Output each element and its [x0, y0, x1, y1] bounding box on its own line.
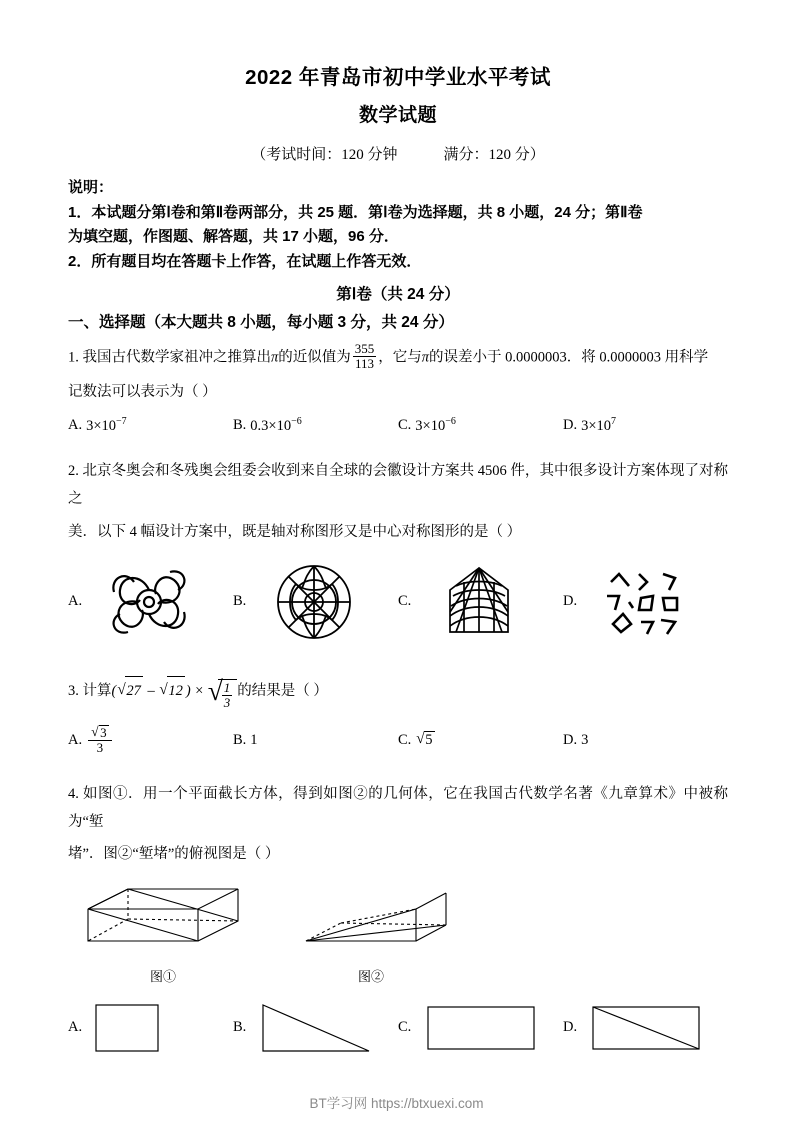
- question-1-options: [68, 416, 728, 435]
- question-2-line-2: 美．以下 4 幅设计方案中，既是轴对称图形又是中心对称图形的是（ ）: [68, 523, 522, 540]
- instructions-label: 说明：: [68, 179, 114, 196]
- right-triangle-view-icon: [257, 999, 377, 1057]
- question-2-option-d[interactable]: D.: [563, 552, 728, 652]
- page-subject-title: 数学试题: [358, 105, 437, 126]
- question-4-line-1: 如图①．用一个平面截长方体，得到如图②的几何体，它在我国古代数学名著《九章算术》中被称为“堑: [68, 785, 729, 830]
- question-4-option-d[interactable]: D.: [563, 999, 728, 1057]
- question-3-expression: ( √ 27 – √ 12 ) × √ $\frac{1}{3}$: [112, 683, 238, 699]
- instruction-1-line-2: 为填空题，作图题、解答题，共 17 小题，96 分．: [68, 228, 399, 246]
- figure-1-caption: 图①: [149, 968, 176, 984]
- question-1-pi2: π: [421, 349, 430, 366]
- page-content: [68, 60, 728, 1057]
- web-fan-emblem-icon: [420, 552, 538, 652]
- question-1-line-2: 记数法可以表示为（ ）: [68, 383, 217, 400]
- exam-score: 满分：120 分）: [443, 147, 545, 163]
- exam-time: （考试时间：120 分钟: [251, 147, 398, 163]
- question-4-line-2: 堵”．图②“堑堵”的俯视图是（ ）: [68, 846, 280, 863]
- radial-snowflake-emblem-icon: [255, 552, 373, 652]
- rectangle-view-icon: [422, 999, 542, 1057]
- question-1-pi: π: [271, 349, 279, 366]
- question-1-text-d: 的误差小于 0.0000003．将 0.0000003 用科学: [429, 349, 709, 366]
- question-3-text-a: 计算: [82, 682, 112, 699]
- question-2-options: [68, 552, 728, 652]
- question-4: [68, 780, 728, 869]
- option-b-value: $0.3\times 10^{-6}$: [250, 416, 302, 435]
- option-c-value: $3\times 10^{-6}$: [415, 416, 456, 435]
- cuboid-cut-figure-icon: [78, 879, 248, 959]
- question-1-number: 1.: [68, 349, 79, 366]
- question-3-number: 3.: [68, 682, 79, 699]
- question-4-option-b[interactable]: B.: [233, 999, 398, 1057]
- question-1-option-d[interactable]: D. $3\times 10^7$: [563, 416, 617, 435]
- question-1-option-b[interactable]: B. $0.3\times 10^{-6}$: [233, 416, 302, 435]
- question-4-figures: [68, 879, 728, 985]
- option-a-value: $3\times 10^{-7}$: [86, 416, 127, 435]
- question-1-option-a[interactable]: A. $3\times 10^{-7}$: [68, 416, 127, 435]
- question-4-number: 4.: [68, 785, 79, 802]
- question-1-text-a: 我国古代数学家祖冲之推算出: [82, 349, 271, 366]
- square-view-icon: [92, 999, 172, 1057]
- question-2-line-1: 北京冬奥会和冬残奥会组委会收到来自全球的会徽设计方案共 4506 件，其中很多设计方案体现了对称之: [68, 463, 729, 508]
- question-2-option-c[interactable]: C.: [398, 552, 563, 652]
- angular-strokes-emblem-icon: [585, 552, 703, 652]
- figure-2-caption: 图②: [357, 968, 384, 984]
- exam-info: [68, 143, 728, 164]
- question-2-option-a[interactable]: A.: [68, 552, 233, 652]
- question-3-option-b[interactable]: B. 1: [233, 731, 258, 748]
- pinwheel-emblem-icon: [90, 552, 208, 652]
- question-1-text-c: ，它与: [378, 349, 422, 366]
- question-2: [68, 457, 728, 546]
- section-heading: 一、选择题（本大题共 8 小题，每小题 3 分，共 24 分）: [68, 313, 454, 331]
- figure-1-group: [78, 879, 268, 985]
- option-b-value: 1: [250, 731, 258, 748]
- rectangle-with-diagonal-view-icon: [587, 999, 707, 1057]
- option-a-value-sqrt3-over-3: √ $\frac{3}{3}$: [88, 725, 112, 756]
- footer-watermark: BT学习网 https://btxuexi.com: [309, 1096, 484, 1111]
- question-3-options: [68, 725, 728, 756]
- question-2-number: 2.: [68, 463, 79, 480]
- question-4-options: [68, 999, 728, 1057]
- question-4-option-a[interactable]: A.: [68, 999, 233, 1057]
- question-3: [68, 676, 728, 711]
- instruction-1-line-1: 1．本试题分第Ⅰ卷和第Ⅱ卷两部分，共 25 题．第Ⅰ卷为选择题，共 8 小题，24 分；第Ⅱ卷: [68, 204, 643, 221]
- option-d-value: 3: [581, 731, 589, 748]
- question-3-option-c[interactable]: C. √ 5: [398, 725, 563, 756]
- page-title: 2022 年青岛市初中学业水平考试: [245, 66, 551, 89]
- prism-wedge-figure-icon: [286, 879, 456, 959]
- question-1-text-b: 的近似值为: [278, 349, 351, 366]
- question-2-option-b[interactable]: B.: [233, 552, 398, 652]
- fraction-355-113: $\frac{355}{113}$: [354, 340, 375, 372]
- question-1: [68, 342, 728, 406]
- question-3-text-b: 的结果是（ ）: [237, 682, 328, 699]
- question-1-option-c[interactable]: C. $3\times 10^{-6}$: [398, 416, 456, 435]
- instruction-2: 2．所有题目均在答题卡上作答，在试题上作答无效．: [68, 252, 422, 270]
- question-4-option-c[interactable]: C.: [398, 999, 563, 1057]
- question-3-option-d[interactable]: D. 3: [563, 731, 589, 748]
- option-d-value: $3\times 10^7$: [581, 416, 617, 435]
- section-label: 第Ⅰ卷（共 24 分）: [336, 285, 460, 303]
- figure-2-group: [286, 879, 476, 985]
- question-3-option-a[interactable]: A. √ $\frac{3}{3}$: [68, 725, 233, 756]
- option-c-value-sqrt5: √ 5: [415, 731, 435, 749]
